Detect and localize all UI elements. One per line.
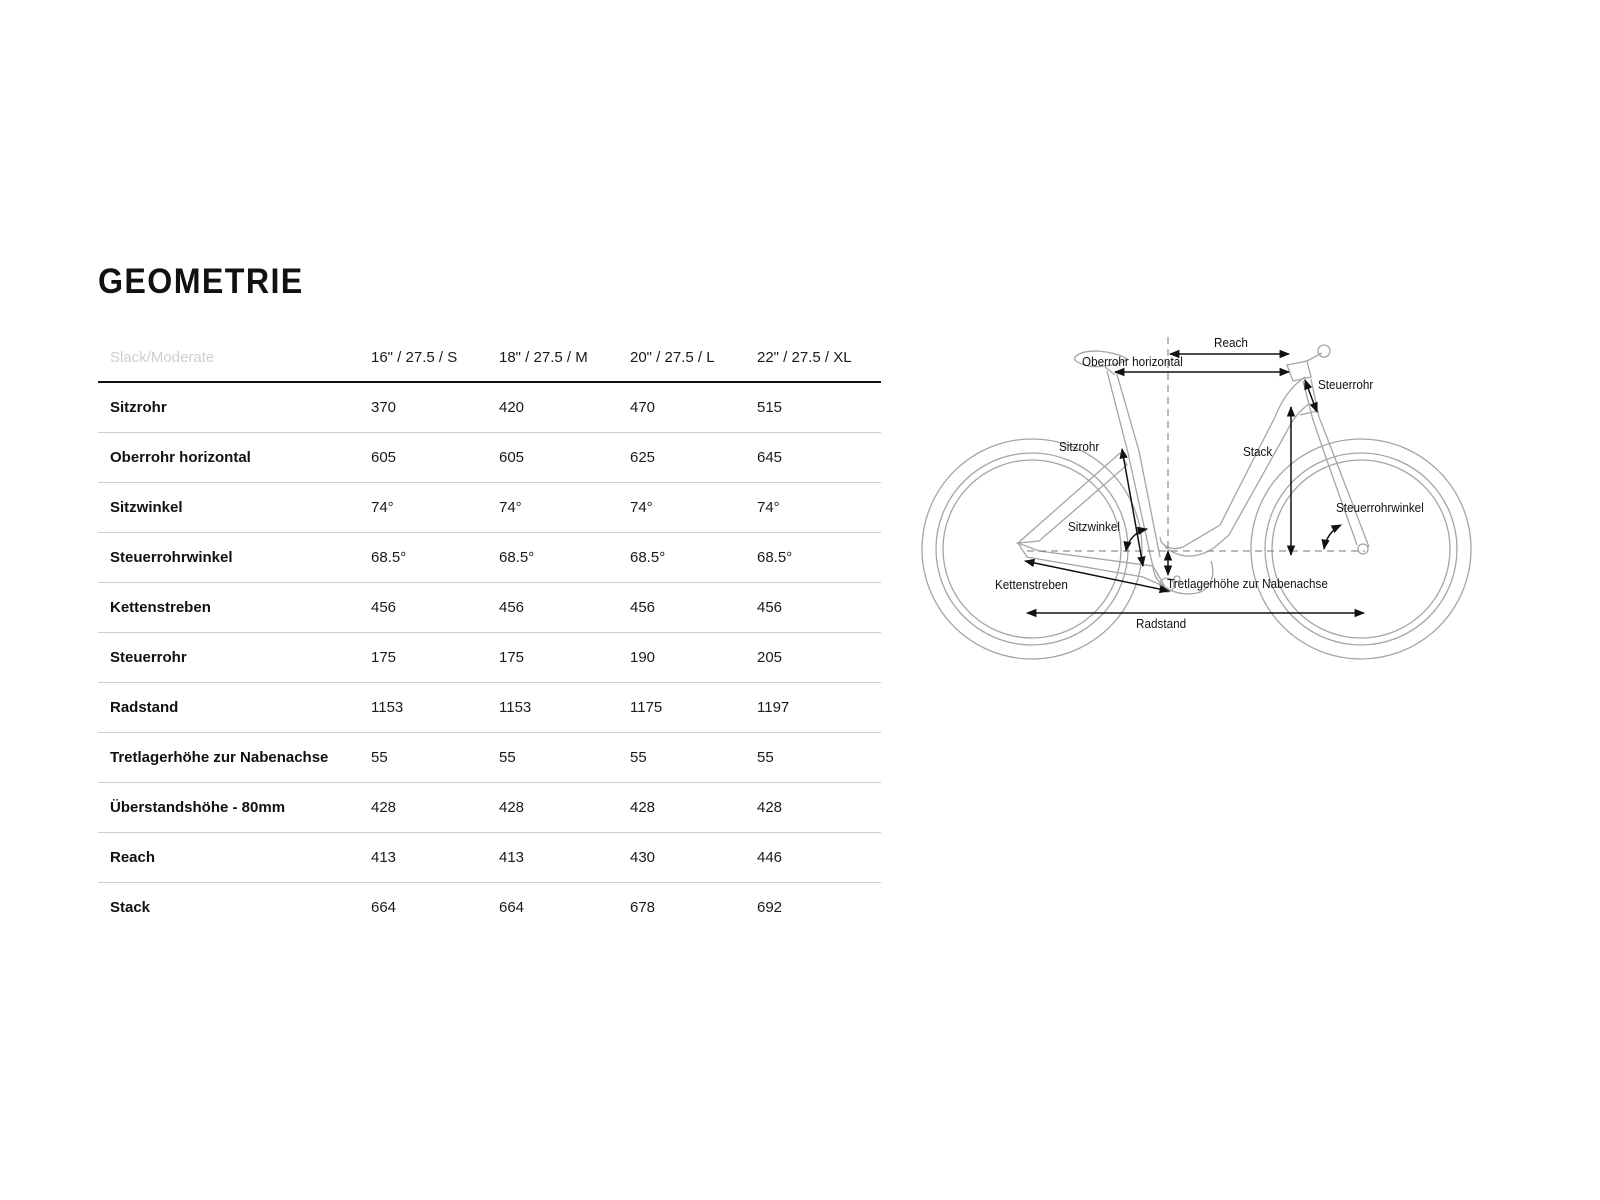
table-header-row bbox=[98, 331, 881, 382]
diagram-label-stack: Stack bbox=[1243, 444, 1273, 459]
cell-value: 456 bbox=[359, 583, 487, 633]
cell-value: 692 bbox=[757, 899, 783, 916]
cell-value: 625 bbox=[618, 433, 745, 483]
diagram-label-bb-drop: Tretlagerhöhe zur Nabenachse bbox=[1167, 576, 1328, 591]
cell-value: 175 bbox=[487, 633, 618, 683]
table-row bbox=[98, 583, 881, 633]
table-row bbox=[98, 783, 881, 833]
table-row bbox=[98, 883, 881, 933]
cell-value: 74° bbox=[745, 483, 881, 533]
geometry-table bbox=[98, 331, 881, 932]
cell-value: 68.5° bbox=[359, 533, 487, 583]
row-label: Sitzwinkel bbox=[98, 483, 359, 533]
table-row bbox=[98, 533, 881, 583]
cell-value: 470 bbox=[618, 382, 745, 433]
column-header-l: 20" / 27.5 / L bbox=[618, 331, 745, 382]
row-label: Kettenstreben bbox=[98, 583, 359, 633]
cell-value: 74° bbox=[618, 483, 745, 533]
diagram-label-chainstay: Kettenstreben bbox=[995, 577, 1068, 592]
cell-value: 1197 bbox=[745, 683, 881, 733]
diagram-label-top-tube: Oberrohr horizontal bbox=[1082, 354, 1183, 369]
bike-geometry-diagram bbox=[915, 325, 1485, 670]
column-header-s: 16" / 27.5 / S bbox=[359, 331, 487, 382]
row-label: Stack bbox=[110, 899, 151, 916]
head-angle-arrow bbox=[1324, 525, 1341, 549]
cell-value: 456 bbox=[745, 583, 881, 633]
cell-value: 664 bbox=[499, 899, 525, 916]
cell-value: 1153 bbox=[487, 683, 618, 733]
cell-value: 205 bbox=[745, 633, 881, 683]
diagram-label-head-tube: Steuerrohr bbox=[1318, 377, 1374, 392]
page-title: GEOMETRIE bbox=[98, 262, 304, 301]
cell-value: 74° bbox=[359, 483, 487, 533]
table-row bbox=[98, 433, 881, 483]
cell-value: 55 bbox=[487, 733, 618, 783]
cell-value: 190 bbox=[618, 633, 745, 683]
table-row bbox=[98, 733, 881, 783]
cell-value: 645 bbox=[745, 433, 881, 483]
cell-value: 420 bbox=[487, 382, 618, 433]
cell-value: 1175 bbox=[618, 683, 745, 733]
cell-value: 515 bbox=[745, 382, 881, 433]
table-row bbox=[98, 683, 881, 733]
row-label: Reach bbox=[98, 833, 359, 883]
cell-value: 55 bbox=[618, 733, 745, 783]
column-header-m: 18" / 27.5 / M bbox=[487, 331, 618, 382]
diagram-label-reach: Reach bbox=[1214, 335, 1248, 350]
cell-value: 428 bbox=[487, 783, 618, 833]
cell-value: 428 bbox=[359, 783, 487, 833]
variant-label: Slack/Moderate bbox=[98, 331, 359, 382]
cell-value: 413 bbox=[487, 833, 618, 883]
cell-value: 55 bbox=[359, 733, 487, 783]
cell-value: 68.5° bbox=[745, 533, 881, 583]
cell-value: 68.5° bbox=[487, 533, 618, 583]
cell-value: 605 bbox=[487, 433, 618, 483]
cell-value: 413 bbox=[359, 833, 487, 883]
cell-value: 175 bbox=[359, 633, 487, 683]
table-row bbox=[98, 633, 881, 683]
diagram-label-wheelbase: Radstand bbox=[1136, 616, 1187, 631]
cell-value: 664 bbox=[371, 899, 397, 916]
cell-value: 1153 bbox=[359, 683, 487, 733]
diagram-label-seat-tube: Sitzrohr bbox=[1059, 439, 1100, 454]
table-row bbox=[98, 833, 881, 883]
row-label: Steuerrohrwinkel bbox=[98, 533, 359, 583]
row-label: Überstandshöhe - 80mm bbox=[98, 783, 359, 833]
cell-value: 55 bbox=[745, 733, 881, 783]
cell-value: 678 bbox=[630, 899, 656, 916]
diagram-label-seat-angle: Sitzwinkel bbox=[1068, 519, 1121, 534]
cell-value: 446 bbox=[745, 833, 881, 883]
table-row bbox=[98, 483, 881, 533]
cell-value: 605 bbox=[359, 433, 487, 483]
bike-outline-illustration bbox=[915, 325, 1485, 670]
row-label: Tretlagerhöhe zur Nabenachse bbox=[98, 733, 359, 783]
cell-value: 430 bbox=[618, 833, 745, 883]
cell-value: 456 bbox=[618, 583, 745, 633]
row-label: Sitzrohr bbox=[98, 382, 359, 433]
cell-value: 428 bbox=[745, 783, 881, 833]
cell-value: 456 bbox=[487, 583, 618, 633]
diagram-label-head-angle: Steuerrohrwinkel bbox=[1336, 500, 1424, 515]
row-label: Radstand bbox=[98, 683, 359, 733]
cell-value: 74° bbox=[487, 483, 618, 533]
column-header-xl: 22" / 27.5 / XL bbox=[745, 331, 881, 382]
row-label: Steuerrohr bbox=[98, 633, 359, 683]
cell-value: 370 bbox=[359, 382, 487, 433]
row-label: Oberrohr horizontal bbox=[98, 433, 359, 483]
cell-value: 428 bbox=[618, 783, 745, 833]
cell-value: 68.5° bbox=[618, 533, 745, 583]
table-row bbox=[98, 382, 881, 433]
